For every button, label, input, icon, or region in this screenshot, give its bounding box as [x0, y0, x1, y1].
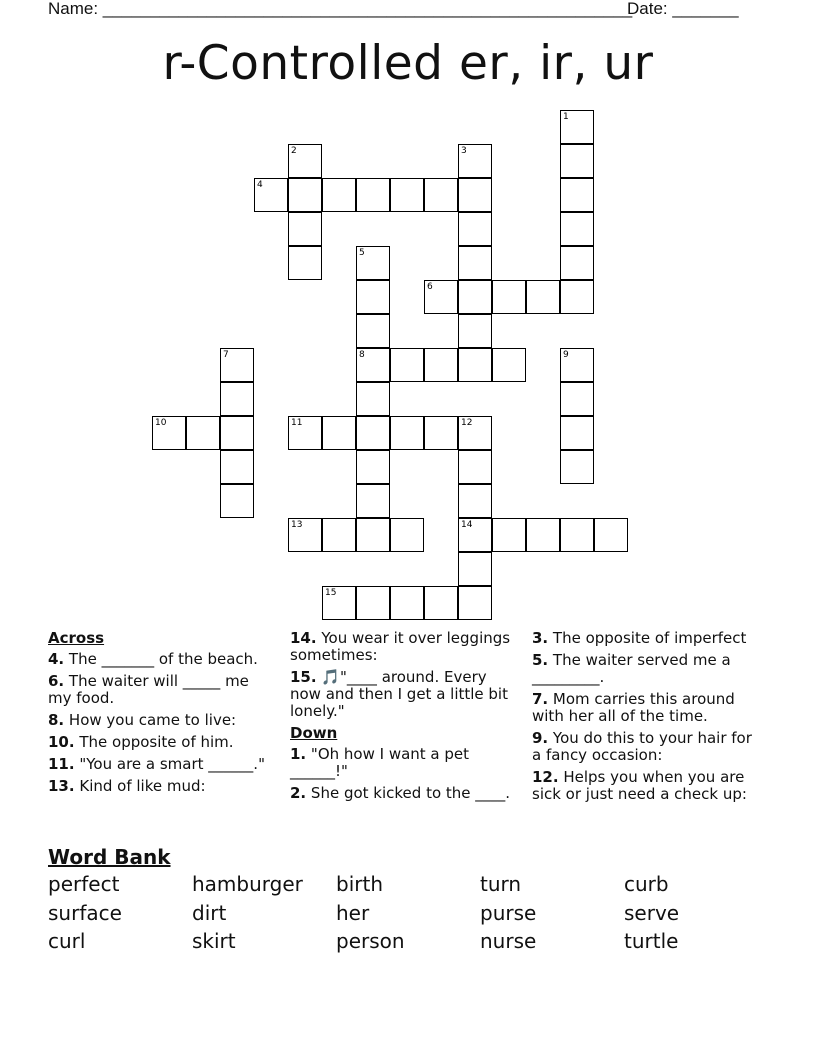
crossword-cell[interactable] [458, 450, 492, 484]
clue-num: 7. [532, 690, 549, 708]
clue-num: 9. [532, 729, 549, 747]
crossword-cell[interactable] [254, 178, 288, 212]
clue-num: 4. [48, 650, 65, 668]
crossword-cell[interactable] [560, 178, 594, 212]
down-clue [532, 652, 757, 686]
across-clue [48, 778, 273, 795]
crossword-cell[interactable] [356, 382, 390, 416]
crossword-cell[interactable] [594, 518, 628, 552]
clue-num: 1. [290, 745, 307, 763]
crossword-cell[interactable] [492, 348, 526, 382]
clue-number: 7 [223, 350, 229, 360]
clue-number: 15 [325, 588, 337, 598]
crossword-cell[interactable] [356, 246, 390, 280]
clues-column-3 [532, 630, 757, 808]
word-bank-item: turtle [624, 929, 679, 953]
clue-number: 6 [427, 282, 433, 292]
across-heading: Across [48, 629, 105, 647]
clue-text: "Oh how I want a pet ______!" [290, 745, 470, 780]
clue-text: The opposite of imperfect [552, 629, 747, 647]
clues-column-1 [48, 630, 273, 800]
crossword-cell[interactable] [220, 382, 254, 416]
clue-num: 3. [532, 629, 549, 647]
across-clue [48, 673, 273, 707]
clue-num: 11. [48, 755, 75, 773]
across-clue [48, 712, 273, 729]
word-bank-item: person [336, 929, 405, 953]
crossword-cell[interactable] [458, 314, 492, 348]
clue-num: 12. [532, 768, 559, 786]
word-bank-item: dirt [192, 900, 227, 925]
crossword-cell[interactable] [458, 518, 492, 552]
crossword-cell[interactable] [424, 280, 458, 314]
word-bank-item: her [336, 900, 370, 925]
clue-number: 5 [359, 248, 365, 258]
crossword-cell[interactable] [560, 348, 594, 382]
clue-number: 8 [359, 350, 365, 360]
crossword-cell[interactable] [458, 178, 492, 212]
word-bank-item: perfect [48, 872, 120, 896]
clue-text: You wear it over leggings sometimes: [290, 629, 511, 664]
crossword-cell[interactable] [186, 416, 220, 450]
crossword-cell[interactable] [356, 314, 390, 348]
clue-num: 5. [532, 651, 549, 669]
word-bank-item: surface [48, 900, 122, 925]
across-clue [48, 756, 273, 773]
crossword-cell[interactable] [288, 518, 322, 552]
crossword-cell[interactable] [560, 450, 594, 484]
crossword-cell[interactable] [220, 416, 254, 450]
crossword-cell[interactable] [322, 178, 356, 212]
crossword-cell[interactable] [356, 484, 390, 518]
crossword-cell[interactable] [288, 178, 322, 212]
word-bank-item: curb [624, 872, 669, 896]
clue-text: The waiter will _____ me my food. [48, 672, 249, 707]
crossword-cell[interactable] [288, 144, 322, 178]
name-field-label: Name: ________________________________________________________ [48, 0, 633, 18]
crossword-cell[interactable] [390, 178, 424, 212]
crossword-cell[interactable] [560, 144, 594, 178]
crossword-cell[interactable] [424, 348, 458, 382]
crossword-cell[interactable] [424, 178, 458, 212]
crossword-cell[interactable] [560, 416, 594, 450]
clue-text: You do this to your hair for a fancy occasion: [532, 729, 752, 764]
down-heading: Down [290, 724, 338, 742]
across-clue [290, 669, 515, 720]
clue-number: 9 [563, 350, 569, 360]
clue-number: 11 [291, 418, 303, 428]
crossword-cell[interactable] [526, 280, 560, 314]
clue-text: Mom carries this around with her all of the time. [532, 690, 735, 725]
crossword-cell[interactable] [560, 212, 594, 246]
crossword-cell[interactable] [356, 348, 390, 382]
clue-number: 14 [461, 520, 473, 530]
clue-text: 🎵"____ around. Every now and then I get a little bit lonely." [290, 668, 508, 720]
clue-num: 15. [290, 668, 317, 686]
crossword-cell[interactable] [560, 518, 594, 552]
crossword-cell[interactable] [356, 280, 390, 314]
crossword-cell[interactable] [220, 484, 254, 518]
down-clue [532, 730, 757, 764]
word-bank-item: curl [48, 929, 86, 953]
word-bank-item: birth [336, 872, 383, 896]
crossword-cell[interactable] [458, 586, 492, 620]
page-title: r-Controlled er, ir, ur [162, 36, 654, 91]
crossword-cell[interactable] [288, 416, 322, 450]
crossword-cell[interactable] [458, 552, 492, 586]
crossword-cell[interactable] [322, 416, 356, 450]
clue-text: The _______ of the beach. [68, 650, 258, 668]
word-bank-title: Word Bank [48, 845, 171, 869]
clues-column-2 [290, 630, 515, 807]
down-clue [532, 630, 757, 647]
crossword-cell[interactable] [492, 518, 526, 552]
word-bank-item: nurse [480, 929, 537, 953]
across-clue [48, 651, 273, 668]
crossword-cell[interactable] [288, 212, 322, 246]
word-bank-item: purse [480, 900, 537, 925]
clue-text: "You are a smart ______." [79, 755, 265, 773]
crossword-cell[interactable] [322, 586, 356, 620]
word-bank-item: turn [480, 872, 522, 896]
clue-number: 1 [563, 112, 569, 122]
crossword-cell[interactable] [424, 416, 458, 450]
crossword-cell[interactable] [356, 416, 390, 450]
crossword-cell[interactable] [288, 246, 322, 280]
crossword-cell[interactable] [356, 450, 390, 484]
crossword-cell[interactable] [492, 280, 526, 314]
crossword-cell[interactable] [322, 518, 356, 552]
crossword-cell[interactable] [560, 246, 594, 280]
clue-num: 2. [290, 784, 307, 802]
clue-num: 6. [48, 672, 65, 690]
clue-number: 2 [291, 146, 297, 156]
date-field-label: Date: _______ [627, 0, 739, 18]
word-bank-item: serve [624, 900, 680, 925]
crossword-cell[interactable] [560, 382, 594, 416]
crossword-cell[interactable] [390, 416, 424, 450]
crossword-cell[interactable] [356, 586, 390, 620]
clue-number: 10 [155, 418, 167, 428]
clue-text: Kind of like mud: [79, 777, 206, 795]
word-bank-item: hamburger [192, 872, 303, 896]
down-clue [290, 746, 515, 780]
crossword-cell[interactable] [526, 518, 560, 552]
clue-text: The waiter served me a _________. [532, 651, 731, 686]
crossword-cell[interactable] [220, 450, 254, 484]
crossword-cell[interactable] [356, 178, 390, 212]
clue-number: 3 [461, 146, 467, 156]
clue-text: The opposite of him. [79, 733, 234, 751]
clue-number: 13 [291, 520, 303, 530]
clue-num: 13. [48, 777, 75, 795]
crossword-cell[interactable] [560, 280, 594, 314]
crossword-cell[interactable] [458, 416, 492, 450]
clue-text: How you came to live: [68, 711, 237, 729]
crossword-cell[interactable] [458, 212, 492, 246]
down-clue [532, 769, 757, 803]
clue-num: 14. [290, 629, 317, 647]
clue-num: 8. [48, 711, 65, 729]
crossword-cell[interactable] [390, 348, 424, 382]
word-bank-item: skirt [192, 929, 236, 953]
crossword-cell[interactable] [458, 144, 492, 178]
crossword-cell[interactable] [152, 416, 186, 450]
crossword-cell[interactable] [220, 348, 254, 382]
crossword-cell[interactable] [390, 586, 424, 620]
crossword-cell[interactable] [458, 246, 492, 280]
down-clue [290, 785, 515, 802]
across-clue [290, 630, 515, 664]
across-clue [48, 734, 273, 751]
crossword-cell[interactable] [390, 518, 424, 552]
crossword-cell[interactable] [458, 348, 492, 382]
crossword-cell[interactable] [356, 518, 390, 552]
down-clue [532, 691, 757, 725]
crossword-cell[interactable] [458, 280, 492, 314]
clue-num: 10. [48, 733, 75, 751]
crossword-cell[interactable] [424, 586, 458, 620]
clue-number: 12 [461, 418, 473, 428]
clue-number: 4 [257, 180, 263, 190]
crossword-cell[interactable] [458, 484, 492, 518]
clue-text: Helps you when you are sick or just need a check up: [532, 768, 747, 803]
crossword-cell[interactable] [560, 110, 594, 144]
clue-text: She got kicked to the ____. [310, 784, 511, 802]
